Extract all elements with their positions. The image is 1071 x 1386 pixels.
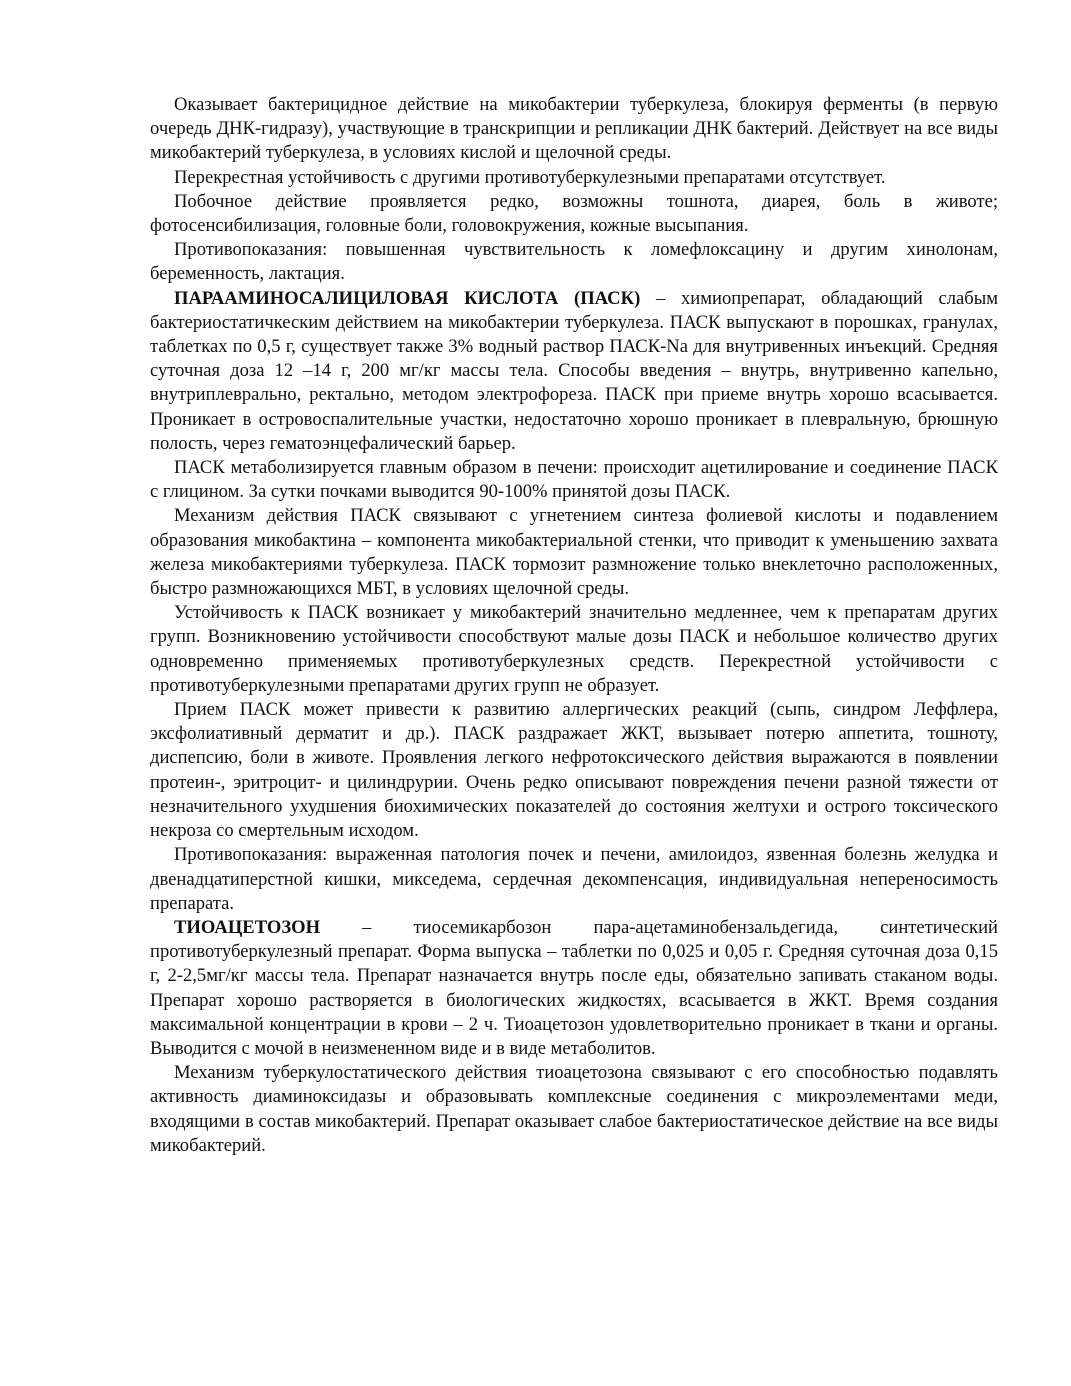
paragraph-pask-side-effects — [150, 698, 998, 843]
paragraph-text: Прием ПАСК может привести к развитию аллергических реакций (сыпь, синдром Леффлера, эксфолиативный дерматит и др.). ПАСК раздражает ЖКТ, вызывает потерю аппетита, тошноту, диспепсию, боли в животе. Проявления легкого нефротоксического действия выражаются в появлении протеин-, эритроцит- и цилиндрурии. Очень редко описывают повреждения печени разной тяжести от незначительного ухудшения биохимических показателей до состояния желтухи и острого токсического некроза со смертельным исходом. — [150, 699, 998, 842]
paragraph-mechanism-intro — [150, 93, 998, 166]
paragraph-thioacetazone-intro — [150, 916, 998, 1061]
paragraph-pask-intro — [150, 287, 998, 456]
paragraph-pask-mechanism — [150, 504, 998, 601]
paragraph-text: – химиопрепарат, обладающий слабым бактериостатичкеским действием на микобактерии туберкулеза. ПАСК выпускают в порошках, гранулах, таблетках по 0,5 г, существует также 3% водный раствор ПАСК-Na для внутривенных инъекций. Средняя суточная доза 12 –14 г, 200 мг/кг массы тела. Способы введения – внутрь, внутривенно капельно, внутриплеврально, ректально, методом электрофореза. ПАСК при приеме внутрь хорошо всасывается. Проникает в островоспалительные участки, недостаточно хорошо проникает в плевральную, брюшную полость, через гематоэнцефалический барьер. — [150, 287, 998, 454]
paragraph-contraindications — [150, 238, 998, 286]
paragraph-thioacetazone-mechanism — [150, 1061, 998, 1158]
paragraph-text: Противопоказания: выраженная патология почек и печени, амилоидоз, язвенная болезнь желудка и двенадцатиперстной кишки, микседема, сердечная декомпенсация, индивидуальная непереносимость препарата. — [150, 844, 998, 914]
paragraph-text: ПАСК метаболизируется главным образом в печени: происходит ацетилирование и соединение ПАСК с глицином. За сутки почками выводится 90-100% принятой дозы ПАСК. — [150, 457, 998, 503]
paragraph-text: – тиосемикарбозон пара-ацетаминобензальдегида, синтетический противотуберкулезный препарат. Форма выпуска – таблетки по 0,025 и 0,05 г. Средняя суточная доза 0,15 г, 2-2,5мг/кг массы тела. Препарат назначается внутрь после еды, обязательно запивать стаканом воды. Препарат хорошо растворяется в биологических жидкостях, всасывается в ЖКТ. Время создания максимальной концентрации в крови – 2 ч. Тиоацетозон удовлетворительно проникает в ткани и органы. Выводится с мочой в неизмененном виде и в виде метаболитов. — [150, 916, 998, 1059]
paragraph-cross-resistance — [150, 166, 998, 190]
paragraph-text: Противопоказания: повышенная чувствительность к ломефлоксацину и другим хинолонам, беременность, лактация. — [150, 239, 998, 285]
paragraph-text: Механизм действия ПАСК связывают с угнетением синтеза фолиевой кислоты и подавлением образования микобактина – компонента микобактериальной стенки, что приводит к уменьшению захвата железа микобактериями туберкулеза. ПАСК тормозит размножение только внеклеточно расположенных, быстро размножающихся МБТ, в условиях щелочной среды. — [150, 505, 998, 600]
drug-term-thioacetazone: ТИОАЦЕТОЗОН — [174, 916, 321, 938]
paragraph-text: Перекрестная устойчивость с другими противотуберкулезными препаратами отсутствует. — [174, 166, 886, 188]
drug-term-pask: ПАРААМИНОСАЛИЦИЛОВАЯ КИСЛОТА (ПАСК) — [174, 287, 641, 309]
document-page — [150, 93, 998, 1158]
paragraph-text: Оказывает бактерицидное действие на микобактерии туберкулеза, блокируя ферменты (в первую очередь ДНК-гидразу), участвующие в транскрипции и репликации ДНК бактерий. Действует на все виды микобактерий туберкулеза, в условиях кислой и щелочной среды. — [150, 94, 998, 164]
paragraph-text: Механизм туберкулостатического действия тиоацетозона связывают с его способностью подавлять активность диаминоксидазы и образовывать комплексные соединения с микроэлементами меди, входящими в состав микобактерий. Препарат оказывает слабое бактериостатическое действие на все виды микобактерий. — [150, 1062, 998, 1156]
paragraph-side-effects — [150, 190, 998, 238]
paragraph-text: Устойчивость к ПАСК возникает у микобактерий значительно медленнее, чем к препаратам других групп. Возникновению устойчивости способствуют малые дозы ПАСК и небольшое количество других одновременно применяемых противотуберкулезных средств. Перекрестной устойчивости с противотуберкулезными препаратами других групп не образует. — [150, 602, 998, 696]
paragraph-pask-contraindications — [150, 843, 998, 916]
paragraph-text: Побочное действие проявляется редко, возможны тошнота, диарея, боль в животе; фотосенсибилизация, головные боли, головокружения, кожные высыпания. — [150, 190, 998, 237]
paragraph-pask-resistance — [150, 601, 998, 698]
paragraph-pask-metabolism — [150, 456, 998, 504]
